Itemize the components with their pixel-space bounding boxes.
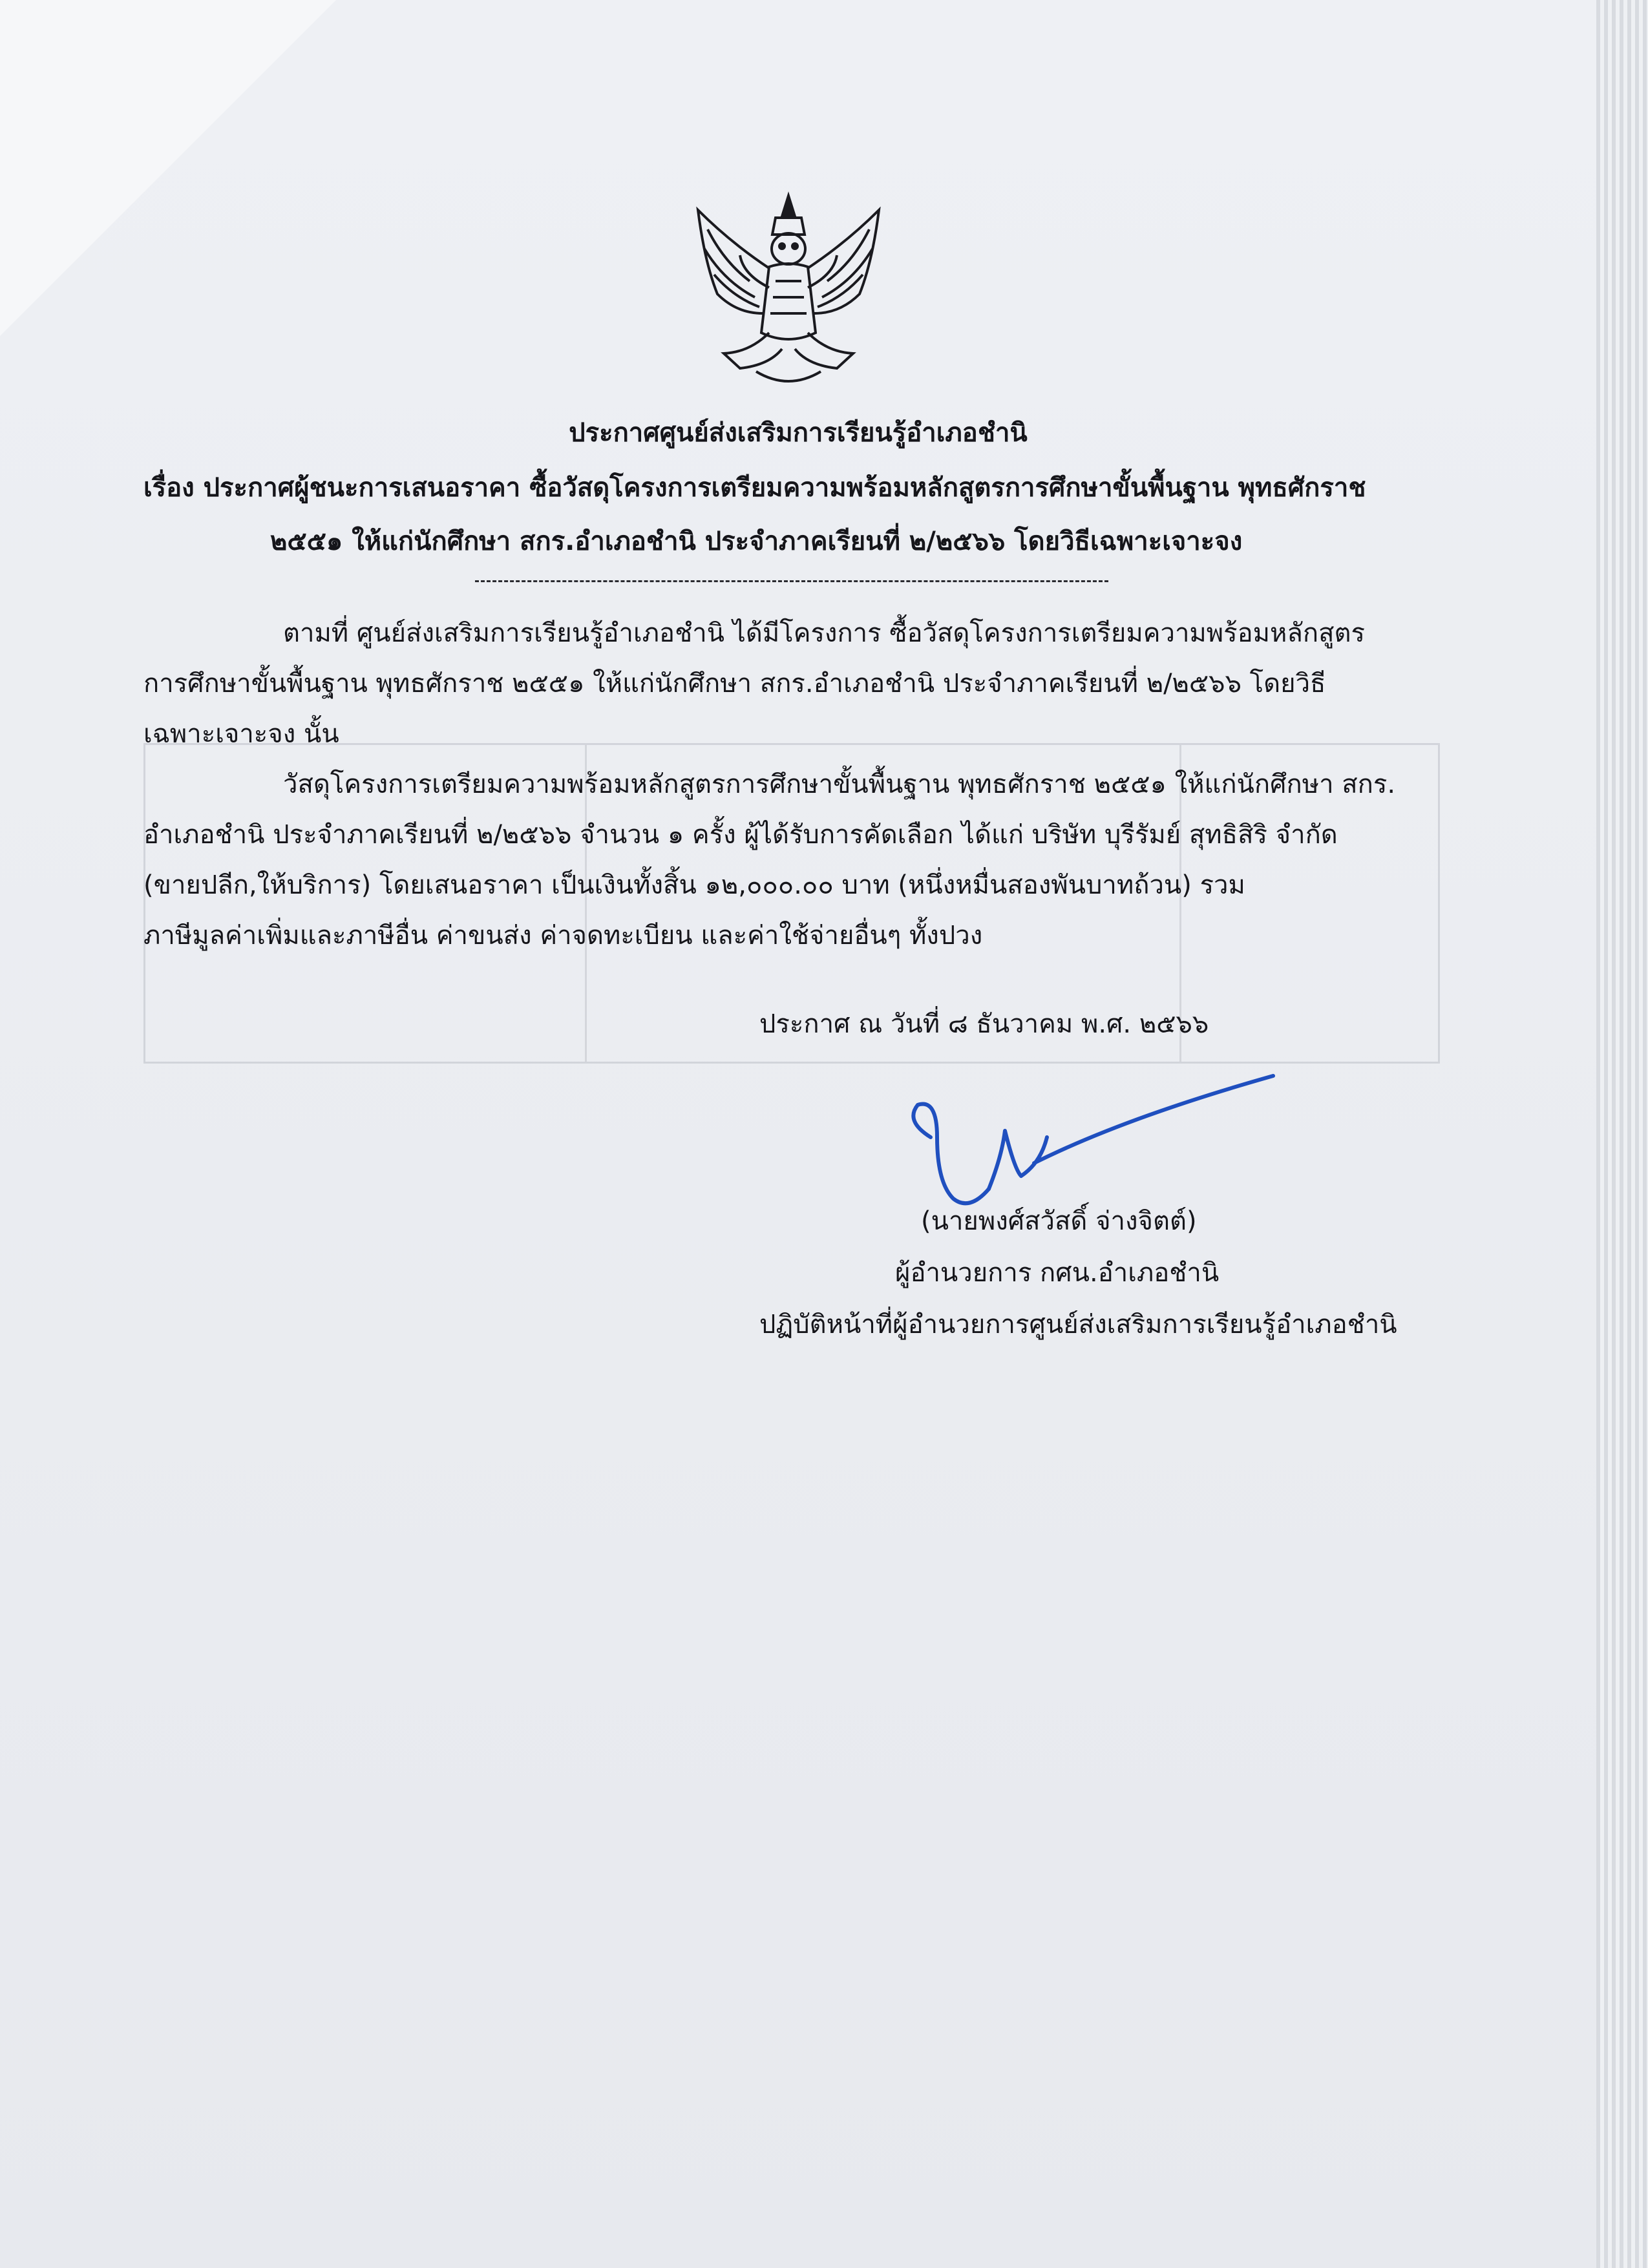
paragraph2-line-4: ภาษีมูลค่าเพิ่มและภาษีอื่น ค่าขนส่ง ค่าจดทะเบียน และค่าใช้จ่ายอื่นๆ ทั้งปวง [143, 921, 983, 950]
subject-line-1: เรื่อง ประกาศผู้ชนะการเสนอราคา ซื้อวัสดุโครงการเตรียมความพร้อมหลักสูตรการศึกษาขั้นพื้นฐาน พุทธศักราช [143, 473, 1366, 503]
signatory-name: (นายพงศ์สวัสดิ์ จ่างจิตต์) [921, 1206, 1197, 1236]
paragraph2-line-2: อำเภอชำนิ ประจำภาคเรียนที่ ๒/๒๕๖๖ จำนวน ๑ ครั้ง ผู้ได้รับการคัดเลือก ได้แก่ บริษัท บุรีรัมย์ สุทธิสิริ จำกัด [143, 820, 1338, 850]
paragraph1-line-3: เฉพาะเจาะจง นั้น [143, 719, 339, 749]
paragraph2-line-1: วัสดุโครงการเตรียมความพร้อมหลักสูตรการศึกษาขั้นพื้นฐาน พุทธศักราช ๒๕๕๑ ให้แก่นักศึกษา สกร. [283, 770, 1396, 799]
paragraph1-line-1: ตามที่ ศูนย์ส่งเสริมการเรียนรู้อำเภอชำนิ ได้มีโครงการ ซื้อวัสดุโครงการเตรียมความพร้อมหลักสูตร [283, 618, 1365, 648]
paragraph1-line-2: การศึกษาขั้นพื้นฐาน พุทธศักราช ๒๕๕๑ ให้แก่นักศึกษา สกร.อำเภอชำนิ ประจำภาคเรียนที่ ๒/๒๕๖๖ โดยวิธี [143, 669, 1326, 698]
subject-line-2: ๒๕๕๑ ให้แก่นักศึกษา สกร.อำเภอชำนิ ประจำภาคเรียนที่ ๒/๒๕๖๖ โดยวิธีเฉพาะเจาะจง [270, 527, 1243, 556]
paper-stack-edge [1596, 0, 1648, 2268]
announcement-date: ประกาศ ณ วันที่ ๘ ธันวาคม พ.ศ. ๒๕๖๖ [759, 1009, 1209, 1039]
handwritten-signature [892, 1060, 1293, 1221]
title-divider [475, 580, 1108, 582]
signatory-position-1: ผู้อำนวยการ กศน.อำเภอชำนิ [895, 1258, 1220, 1288]
page-fold-corner [0, 0, 336, 336]
signatory-position-2: ปฏิบัติหน้าที่ผู้อำนวยการศูนย์ส่งเสริมการเรียนรู้อำเภอชำนิ [759, 1310, 1397, 1339]
agency-title: ประกาศศูนย์ส่งเสริมการเรียนรู้อำเภอชำนิ [569, 418, 1028, 448]
paragraph2-line-3: (ขายปลีก,ให้บริการ) โดยเสนอราคา เป็นเงินทั้งสิ้น ๑๒,๐๐๐.๐๐ บาท (หนึ่งหมื่นสองพันบาทถ้วน) รวม [143, 870, 1245, 900]
garuda-emblem-icon [679, 184, 898, 404]
